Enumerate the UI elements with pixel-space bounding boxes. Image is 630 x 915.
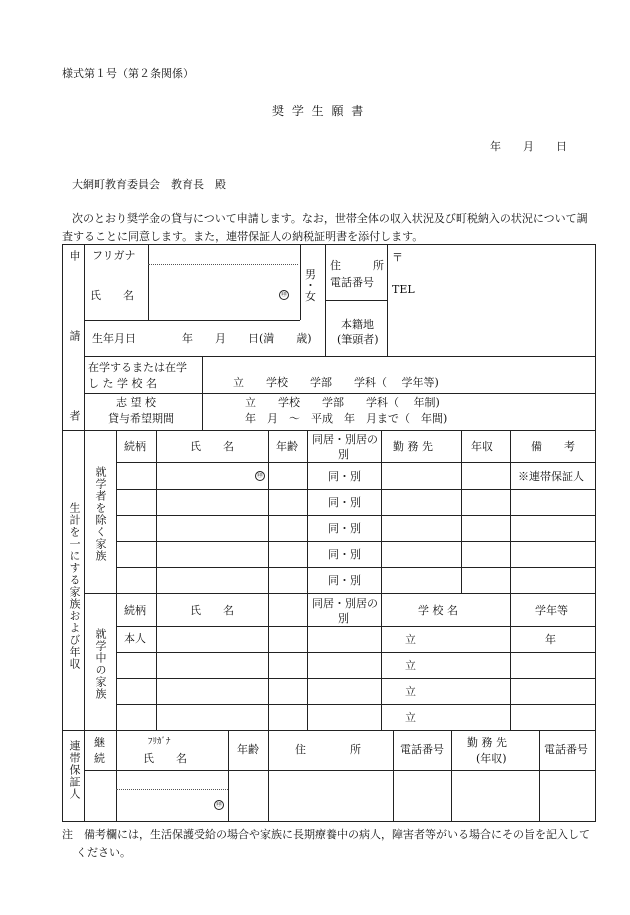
birth-label: 生年月日 xyxy=(92,332,136,345)
student-header-name: 氏 名 xyxy=(190,604,234,617)
intro-line-2: 査することに同意します。また，連帯保証人の納税証明書を添付します。 xyxy=(62,230,424,243)
divider xyxy=(116,430,117,730)
school-mark: 立 xyxy=(405,659,416,672)
cohab-value[interactable]: 同・別 xyxy=(328,548,361,561)
divider xyxy=(325,244,326,356)
guarantor-age-label: 年齢 xyxy=(237,743,259,756)
gender-female[interactable]: 女 xyxy=(305,290,316,303)
intro-line-1: 次のとおり奨学金の貸与について申請します。なお，世帯全体の収入状況及び町税納入の状況について調 xyxy=(72,212,588,225)
name-label: 氏 名 xyxy=(90,289,134,302)
guarantor-phone-label-2: 電話番号 xyxy=(544,743,588,756)
guarantor-income-sub: (年収) xyxy=(476,752,507,765)
school-mark: 立 xyxy=(405,711,416,724)
period-value[interactable]: 年 月 〜 平成 年 月まで（ 年間) xyxy=(245,412,448,425)
note-line-1: 注 備考欄には，生活保護受給の場合や家族に長期療養中の病人，障害者等がいる場合にその旨を記入して xyxy=(62,828,590,841)
header-name: 氏 名 xyxy=(190,440,234,453)
student-header-cohab-1: 同居・別居の xyxy=(312,597,378,610)
divider xyxy=(84,593,596,594)
divider xyxy=(116,541,596,542)
divider xyxy=(84,244,85,430)
divider xyxy=(116,489,596,490)
student-header-relation: 続柄 xyxy=(124,604,146,617)
header-relation: 続柄 xyxy=(124,440,146,453)
divider xyxy=(387,244,388,356)
divider xyxy=(84,770,596,771)
form-number: 様式第１号（第２条関係） xyxy=(62,67,194,80)
page-title: 奨 学 生 願 書 xyxy=(272,104,366,118)
divider xyxy=(84,730,85,822)
cohab-value[interactable]: 同・別 xyxy=(328,470,361,483)
seal-mark: ㊞ xyxy=(215,801,222,808)
header-cohab-1: 同居・別居の xyxy=(312,433,378,446)
seal-mark: ㊞ xyxy=(280,291,287,298)
student-header-cohab-2: 別 xyxy=(338,612,349,625)
address-label-a: 住 xyxy=(330,259,341,272)
address-label-b: 所 xyxy=(373,259,384,272)
divider xyxy=(268,430,269,730)
divider xyxy=(510,430,511,730)
guarantor-name-label: 氏 名 xyxy=(143,752,187,765)
furigana-label: フリガナ xyxy=(92,249,136,262)
divider xyxy=(381,430,382,730)
postal-mark: 〒 xyxy=(392,251,403,264)
divider xyxy=(156,430,157,730)
period-label: 貸与希望期間 xyxy=(108,412,174,425)
wish-label: 志 望 校 xyxy=(116,396,156,409)
header-remarks: 備 考 xyxy=(531,440,575,453)
header-age: 年齢 xyxy=(276,440,298,453)
gender-dot: ・ xyxy=(305,279,316,292)
guarantor-relation-2: 続 xyxy=(94,752,105,765)
domicile-sub: (筆頭者) xyxy=(337,333,379,346)
grade-mark: 年 xyxy=(545,633,556,646)
guarantor-phone-label: 電話番号 xyxy=(400,743,444,756)
furigana-rule xyxy=(148,264,298,265)
student-header-grade: 学年等 xyxy=(535,604,568,617)
guarantor-section-label: 連帯保証人 xyxy=(68,740,81,800)
divider xyxy=(84,320,300,321)
divider xyxy=(116,462,596,463)
cohab-value[interactable]: 同・別 xyxy=(328,522,361,535)
applicant-section-label-3: 者 xyxy=(68,410,81,422)
school-label-1: 在学するまたは在学 xyxy=(88,361,187,374)
family-section-label: 生計を一にする家族および年収 xyxy=(68,502,81,670)
divider xyxy=(451,730,452,822)
divider xyxy=(62,730,596,731)
addressee: 大網町教育委員会 教育長 殿 xyxy=(72,178,226,191)
header-work: 勤 務 先 xyxy=(393,440,433,453)
school-mark: 立 xyxy=(405,633,416,646)
guarantor-furigana: ﾌﾘｶﾞﾅ xyxy=(148,737,171,747)
divider xyxy=(539,730,540,822)
tel-label: TEL xyxy=(392,283,415,296)
note-line-2: ください。 xyxy=(76,846,131,859)
guarantor-note: ※連帯保証人 xyxy=(518,470,584,483)
divider xyxy=(116,678,596,679)
student-family-label: 就学中の家族 xyxy=(94,628,107,700)
school-value[interactable]: 立 学校 学部 学科（ 学年等) xyxy=(233,376,439,389)
non-student-family-label: 就学者を除く家族 xyxy=(94,466,107,562)
divider xyxy=(268,730,269,822)
wish-value[interactable]: 立 学校 学部 学科（ 年制) xyxy=(245,396,440,409)
divider xyxy=(84,356,596,357)
divider xyxy=(148,244,149,320)
date-line[interactable]: 年 月 日 xyxy=(490,140,567,153)
divider xyxy=(116,626,596,627)
furigana-rule xyxy=(116,789,228,790)
student-header-school: 学 校 名 xyxy=(418,604,458,617)
divider xyxy=(116,704,596,705)
divider xyxy=(116,730,117,822)
cohab-value[interactable]: 同・別 xyxy=(328,574,361,587)
divider xyxy=(62,430,596,431)
cohab-value[interactable]: 同・別 xyxy=(328,496,361,509)
divider xyxy=(393,730,394,822)
domicile-label: 本籍地 xyxy=(341,318,374,331)
divider xyxy=(84,430,85,730)
divider xyxy=(116,515,596,516)
divider xyxy=(116,652,596,653)
guarantor-address-label: 住 所 xyxy=(295,743,361,756)
applicant-section-label-1: 申 xyxy=(68,250,81,262)
phone-label: 電話番号 xyxy=(330,276,374,289)
guarantor-work-label: 勤 務 先 xyxy=(467,736,507,749)
guarantor-relation-1: 継 xyxy=(94,736,105,749)
divider xyxy=(461,430,462,593)
divider xyxy=(325,300,387,301)
divider xyxy=(116,567,596,568)
header-income: 年収 xyxy=(471,440,493,453)
divider xyxy=(300,244,301,320)
divider xyxy=(84,393,596,394)
self-label: 本人 xyxy=(124,632,146,645)
divider xyxy=(307,430,308,730)
applicant-section-label-2: 請 xyxy=(68,330,81,342)
birth-value[interactable]: 年 月 日(満 歳) xyxy=(182,332,312,345)
divider xyxy=(228,730,229,822)
gender-male[interactable]: 男 xyxy=(305,268,316,281)
divider xyxy=(202,356,203,430)
header-cohab-2: 別 xyxy=(338,448,349,461)
school-label-2: し た 学 校 名 xyxy=(88,377,157,390)
school-mark: 立 xyxy=(405,685,416,698)
seal-mark: ㊞ xyxy=(256,472,263,479)
